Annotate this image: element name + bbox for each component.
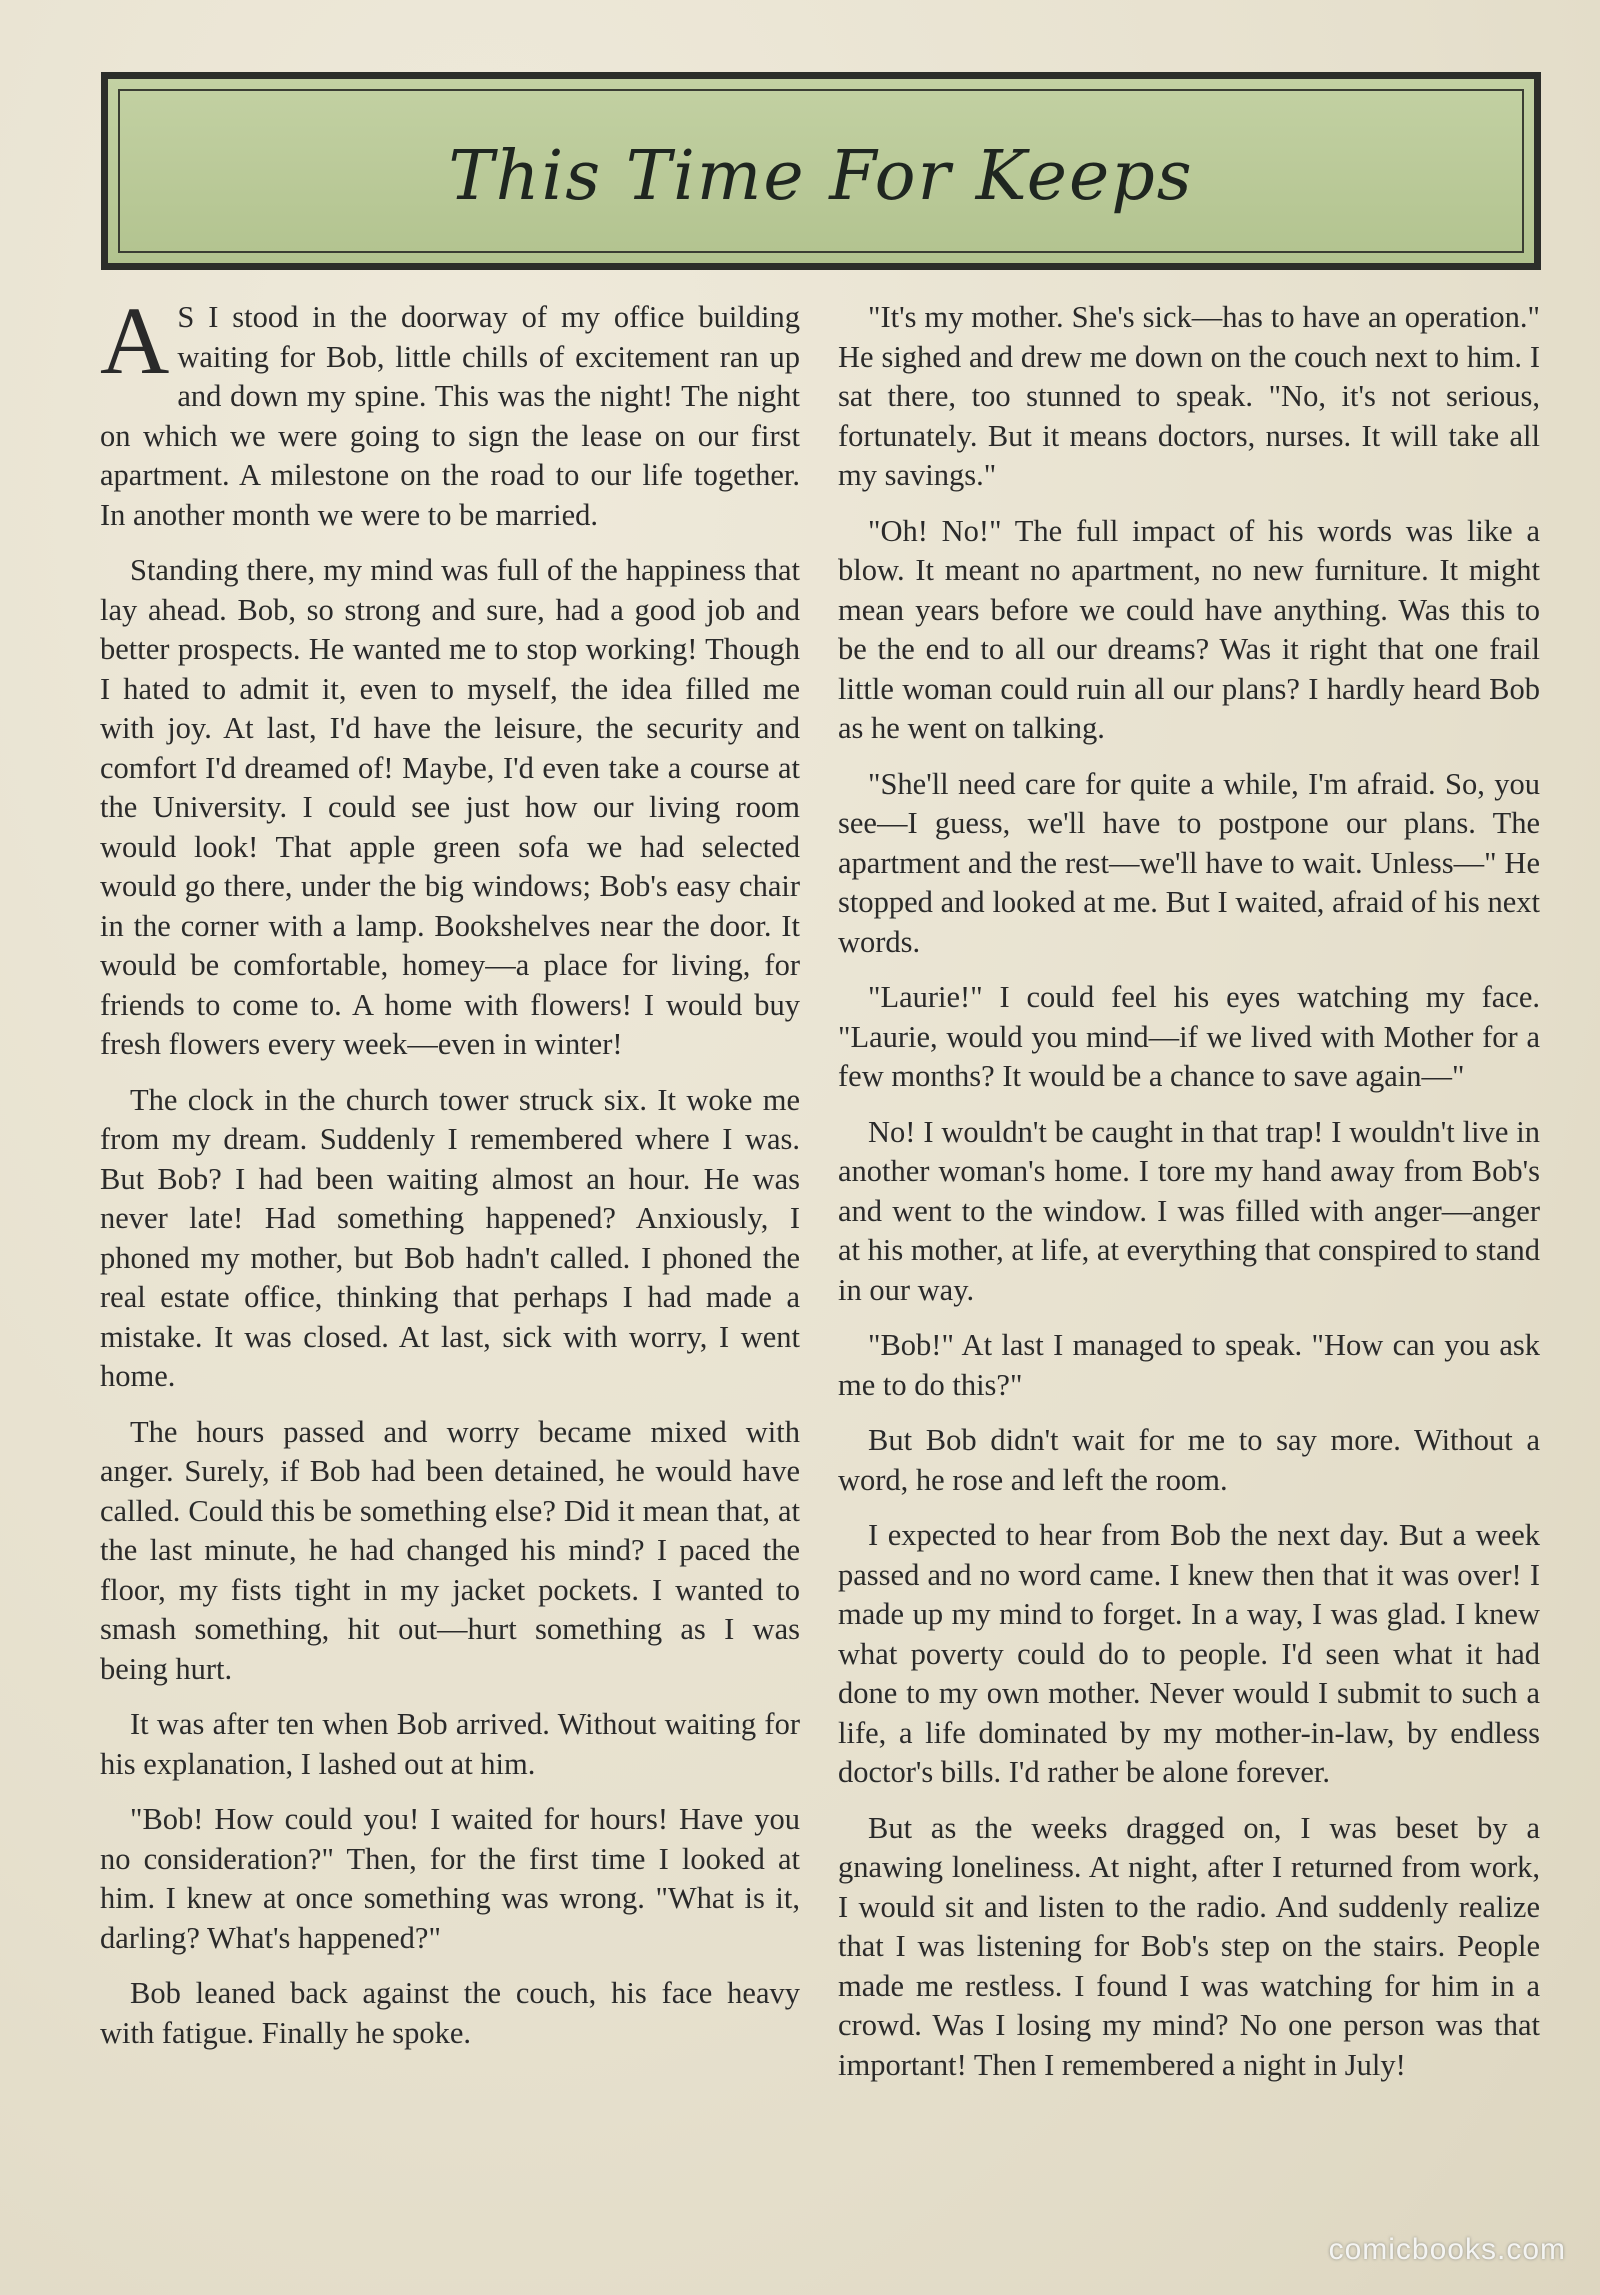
- paragraph: The clock in the church tower struck six. It woke me from my dream. Suddenly I remembered where I was. But Bob? I had been waiting almost an hour. He was never late! Had something happened? Anxiously, I phoned my mother, but Bob hadn't called. I phoned the real estate office, thinking that perhaps I had made a mistake. It was closed. At last, sick with worry, I went home.: [100, 1082, 800, 1393]
- title-banner: [101, 72, 1541, 270]
- paragraph: "Laurie!" I could feel his eyes watching my face. "Laurie, would you mind—if we lived with Mother for a few months? It would be a chance to save again—": [838, 980, 1540, 1093]
- paragraph: "Bob!" At last I managed to speak. "How can you ask me to do this?": [838, 1328, 1540, 1402]
- paragraph: The hours passed and worry became mixed with anger. Surely, if Bob had been detained, he would have called. Could this be something else? Did it mean that, at the last minute, he had changed his mind? I paced the floor, my fists tight in my jacket pockets. I wanted to smash something, hit out—hurt something as I was being hurt.: [100, 1414, 800, 1686]
- paragraph: A S I stood in the doorway of my office building waiting for Bob, little chills of excitement ran up and down my spine. This was the night! The night on which we were going to sign the lease on our first apartment. A milestone on the road to our life together. In another month we were to be married.: [100, 287, 800, 532]
- paragraph: "Oh! No!" The full impact of his words was like a blow. It meant no apartment, no new furniture. It might mean years before we could have anything. Was this to be the end to all our dreams? Was it right that one frail little woman could ruin all our plans? I hardly heard Bob as he went on talking.: [838, 513, 1540, 745]
- left-column: [100, 287, 800, 2069]
- right-column: [838, 298, 1540, 2101]
- paragraph: No! I wouldn't be caught in that trap! I wouldn't live in another woman's home. I tore my hand away from Bob's and went to the window. I was filled with anger—anger at his mother, at life, at everything that conspired to stand in our way.: [838, 1114, 1540, 1307]
- drop-cap: A: [100, 287, 170, 394]
- paragraph: Bob leaned back against the couch, his face heavy with fatigue. Finally he spoke.: [100, 1976, 800, 2050]
- paragraph: But Bob didn't wait for me to say more. Without a word, he rose and left the room.: [838, 1423, 1540, 1497]
- paragraph: But as the weeks dragged on, I was beset by a gnawing loneliness. At night, after I returned from work, I would sit and listen to the radio. And suddenly realize that I was listening for Bob's step on the stairs. People made me restless. I found I was watching for him in a crowd. Was I losing my mind? No one person was that important! Then I remembered a night in July!: [838, 1810, 1540, 2082]
- paragraph: "It's my mother. She's sick—has to have an operation." He sighed and drew me down on the couch next to him. I sat there, too stunned to speak. "No, it's not serious, fortunately. But it means doctors, nurses. It will take all my savings.": [838, 300, 1540, 492]
- paragraph: Standing there, my mind was full of the happiness that lay ahead. Bob, so strong and sure, had a good job and better prospects. He wanted me to stop working! Though I hated to admit it, even to myself, the idea filled me with joy. At last, I'd have the leisure, the security and comfort I'd dreamed of! Maybe, I'd even take a course at the University. I could see just how our living room would look! That apple green sofa we had selected would go there, under the big windows; Bob's easy chair in the corner with a lamp. Bookshelves near the door. It would be comfortable, homey—a place for living, for friends to come to. A home with flowers! I would buy fresh flowers every week—even in winter!: [100, 553, 800, 1061]
- paragraph: "Bob! How could you! I waited for hours! Have you no consideration?" Then, for the first time I looked at him. I knew at once something was wrong. "What is it, darling? What's happened?": [100, 1802, 800, 1955]
- paragraph: "She'll need care for quite a while, I'm afraid. So, you see—I guess, we'll have to postpone our plans. The apartment and the rest—we'll have to wait. Unless—" He stopped and looked at me. But I waited, afraid of his next words.: [838, 766, 1540, 959]
- paragraph: I expected to hear from Bob the next day. But a week passed and no word came. I knew then that it was over! I made up my mind to forget. In a way, I was glad. I knew what poverty could do to people. I'd seen what it had done to my own mother. Never would I submit to such a life, a life dominated by my mother-in-law, by endless doctor's bills. I'd rather be alone forever.: [838, 1518, 1540, 1789]
- story-title: This Time For Keeps: [448, 136, 1194, 216]
- paragraph: It was after ten when Bob arrived. Without waiting for his explanation, I lashed out at him.: [100, 1707, 800, 1781]
- watermark: comicbooks.com: [1328, 2233, 1566, 2266]
